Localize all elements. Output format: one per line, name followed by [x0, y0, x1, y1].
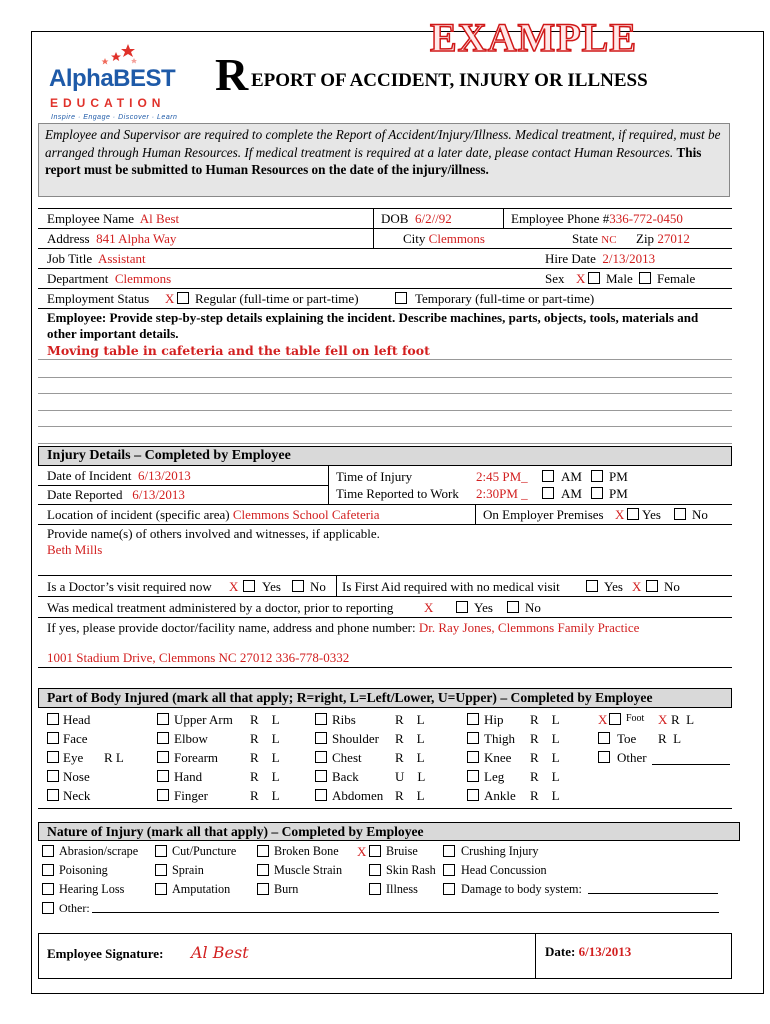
dob-label: DOB — [381, 211, 409, 226]
female-checkbox[interactable] — [639, 272, 651, 284]
body-part-label: Knee — [484, 750, 512, 765]
injury-type-checkbox[interactable] — [155, 883, 167, 895]
department-value: Clemmons — [114, 271, 172, 286]
injury-type-checkbox[interactable] — [42, 864, 54, 876]
logo-tagline: Inspire · Engage · Discover · Learn — [51, 114, 178, 121]
treatment-yes-label: Yes — [474, 600, 493, 615]
body-part-checkbox[interactable] — [47, 751, 59, 763]
doctor-no-label: No — [310, 579, 326, 594]
other-nature-checkbox[interactable] — [42, 902, 54, 914]
state-field[interactable] — [572, 231, 617, 247]
page-title: EPORT OF ACCIDENT, INJURY OR ILLNESS — [251, 70, 648, 91]
body-part-checkbox[interactable] — [157, 789, 169, 801]
intro-italic: Employee and Supervisor are required to complete the Report of Accident/Injury/Illness. Medical treatment, if required, must be arranged through Human Resources. If medical treatment is required at a later date, please contact Human Resources. — [45, 127, 721, 160]
body-part-checkbox[interactable] — [315, 770, 327, 782]
dob-field[interactable] — [381, 211, 452, 227]
time-reported-am-checkbox[interactable] — [542, 487, 554, 499]
logo-best-text: BEST — [113, 65, 176, 92]
body-part-label: Abdomen — [332, 788, 384, 803]
time-injury-value[interactable]: 2:45 PM_ — [476, 469, 528, 484]
body-part-side: U L — [395, 769, 426, 784]
pm-label: PM — [609, 469, 628, 484]
body-part-label: Hand — [174, 769, 203, 784]
dob-value: 6/2//92 — [414, 211, 452, 226]
injury-type-checkbox[interactable] — [443, 883, 455, 895]
body-part-checkbox[interactable] — [47, 770, 59, 782]
logo-education-text: EDUCATION — [50, 96, 166, 110]
body-part-checkbox[interactable] — [467, 713, 479, 725]
body-part-checkbox[interactable] — [467, 789, 479, 801]
body-part-label: Eye — [63, 750, 84, 765]
body-part-side: R L — [530, 712, 560, 727]
injury-type-label: Abrasion/scrape — [59, 844, 139, 858]
body-part-side: R L — [395, 750, 425, 765]
job-title-field[interactable] — [47, 251, 146, 267]
time-injury-pm-checkbox[interactable] — [591, 470, 603, 482]
treatment-question: Was medical treatment administered by a doctor, prior to reporting — [47, 600, 394, 615]
time-injury-label: Time of Injury — [336, 469, 413, 484]
temporary-checkbox[interactable] — [395, 292, 407, 304]
other-nature-line[interactable] — [92, 912, 719, 913]
time-reported-label: Time Reported to Work — [336, 486, 459, 501]
date-incident-field[interactable] — [47, 468, 191, 484]
injury-type-checkbox[interactable] — [257, 883, 269, 895]
zip-field[interactable] — [636, 231, 690, 247]
toe-rl: R L — [658, 731, 682, 746]
body-part-side: R L — [530, 769, 560, 784]
body-part-label: Ribs — [332, 712, 356, 727]
body-part-checkbox[interactable] — [315, 751, 327, 763]
employment-status-mark: X — [165, 291, 175, 306]
foot-label: Foot — [626, 713, 645, 724]
regular-checkbox[interactable] — [177, 292, 189, 304]
body-part-label: Head — [63, 712, 91, 727]
intro-bold: This report must be submitted to Human Resources on the date of the injury/illness. — [45, 144, 702, 177]
injury-type-checkbox[interactable] — [155, 845, 167, 857]
injury-type-label: Illness — [386, 882, 418, 896]
doctor-visit-mark: X — [229, 579, 239, 594]
other-body-line[interactable] — [652, 764, 730, 765]
injury-type-label: Broken Bone — [274, 844, 339, 858]
body-part-label: Ankle — [484, 788, 516, 803]
time-injury-am-checkbox[interactable] — [542, 470, 554, 482]
hire-date-value: 2/13/2013 — [602, 251, 656, 266]
title-initial: R — [215, 49, 249, 100]
zip-value: 27012 — [657, 231, 690, 246]
employee-name-label: Employee Name — [47, 211, 134, 226]
other-nature-label: Other: — [59, 901, 90, 915]
job-title-label: Job Title — [47, 251, 93, 266]
premises-no-checkbox[interactable] — [674, 508, 686, 520]
injury-type-label: Damage to body system: — [461, 882, 582, 896]
injury-type-checkbox[interactable] — [42, 883, 54, 895]
foot-rl-mark: X — [658, 712, 668, 727]
body-part-checkbox[interactable] — [315, 732, 327, 744]
injury-type-label: Cut/Puncture — [172, 844, 237, 858]
witness-label: Provide name(s) of others involved and witnesses, if applicable. — [47, 526, 380, 541]
body-part-side: R L — [530, 788, 560, 803]
body-part-label: Back — [332, 769, 359, 784]
injury-type-label: Hearing Loss — [59, 882, 125, 896]
hire-date-label: Hire Date — [545, 251, 596, 266]
body-parts-heading: Part of Body Injured (mark all that apply; R=right, L=Left/Lower, U=Upper) – Completed by Employee — [38, 688, 732, 708]
first-aid-no-label: No — [664, 579, 680, 594]
body-part-label: Hip — [484, 712, 504, 727]
state-value: NC — [601, 234, 617, 246]
body-part-label: Nose — [63, 769, 90, 784]
body-part-side: R L — [395, 731, 425, 746]
facility-label: If yes, please provide doctor/facility name, address and phone number: — [47, 620, 416, 635]
injury-type-label: Crushing Injury — [461, 844, 539, 858]
hire-date-field[interactable] — [545, 251, 655, 267]
foot-mark: X — [598, 712, 608, 727]
location-field[interactable] — [47, 507, 379, 523]
date-field[interactable] — [545, 944, 631, 960]
regular-label: Regular (full-time or part-time) — [195, 291, 359, 306]
body-part-checkbox[interactable] — [157, 732, 169, 744]
state-label: State — [572, 231, 598, 246]
treatment-mark: X — [424, 600, 434, 615]
doctor-yes-checkbox[interactable] — [243, 580, 255, 592]
injury-type-checkbox[interactable] — [257, 864, 269, 876]
foot-checkbox[interactable] — [609, 713, 621, 725]
eye-side: R L — [104, 750, 124, 765]
nature-heading: Nature of Injury (mark all that apply) – Completed by Employee — [38, 822, 740, 841]
treatment-no-label: No — [525, 600, 541, 615]
premises-mark: X — [615, 507, 625, 522]
first-aid-no-checkbox[interactable] — [646, 580, 658, 592]
date-reported-value: 6/13/2013 — [132, 487, 185, 502]
injury-type-checkbox[interactable] — [155, 864, 167, 876]
department-field[interactable] — [47, 271, 171, 287]
zip-label: Zip — [636, 231, 655, 246]
body-part-checkbox[interactable] — [47, 789, 59, 801]
body-part-label: Leg — [484, 769, 505, 784]
location-value: Clemmons School Cafeteria — [232, 507, 380, 522]
doctor-no-checkbox[interactable] — [292, 580, 304, 592]
body-part-side: R L — [250, 712, 280, 727]
body-part-checkbox[interactable] — [315, 789, 327, 801]
injury-type-checkbox[interactable] — [369, 845, 381, 857]
toe-label: Toe — [617, 731, 637, 746]
body-part-side: R L — [530, 731, 560, 746]
foot-rl: R L — [671, 712, 695, 727]
body-part-label: Finger — [174, 788, 208, 803]
body-part-label: Neck — [63, 788, 91, 803]
body-part-side: R L — [250, 769, 280, 784]
employee-name-field[interactable] — [47, 211, 179, 227]
date-reported-label: Date Reported — [47, 487, 123, 502]
premises-yes-checkbox[interactable] — [627, 508, 639, 520]
body-part-side: R L — [530, 750, 560, 765]
injury-type-checkbox[interactable] — [42, 845, 54, 857]
witness-value[interactable]: Beth Mills — [47, 542, 103, 557]
description-answer[interactable]: Moving table in cafeteria and the table fell on left foot — [47, 343, 430, 358]
date-reported-field[interactable] — [47, 487, 185, 503]
premises-no-label: No — [692, 507, 708, 522]
treatment-yes-checkbox[interactable] — [456, 601, 468, 613]
injury-type-checkbox[interactable] — [369, 864, 381, 876]
injury-details-heading: Injury Details – Completed by Employee — [38, 446, 732, 466]
body-part-label: Shoulder — [332, 731, 379, 746]
body-part-side: R L — [250, 731, 280, 746]
body-part-label: Forearm — [174, 750, 219, 765]
premises-label: On Employer Premises — [483, 507, 604, 522]
body-part-checkbox[interactable] — [467, 751, 479, 763]
injury-type-checkbox[interactable] — [369, 883, 381, 895]
premises-yes-label: Yes — [642, 507, 661, 522]
body-part-side: R L — [250, 750, 280, 765]
body-part-label: Chest — [332, 750, 362, 765]
body-part-side: R L — [395, 788, 425, 803]
facility-field[interactable] — [47, 620, 639, 636]
body-part-checkbox[interactable] — [47, 713, 59, 725]
body-part-checkbox[interactable] — [315, 713, 327, 725]
temporary-label: Temporary (full-time or part-time) — [415, 291, 595, 306]
doctor-visit-question: Is a Doctor’s visit required now — [47, 579, 212, 594]
first-aid-yes-checkbox[interactable] — [586, 580, 598, 592]
address-label: Address — [47, 231, 90, 246]
injury-type-label: Burn — [274, 882, 299, 896]
date-incident-value: 6/13/2013 — [137, 468, 191, 483]
city-field[interactable] — [403, 231, 485, 247]
city-value: Clemmons — [428, 231, 485, 246]
body-part-checkbox[interactable] — [157, 713, 169, 725]
signature-label: Employee Signature: — [47, 946, 164, 961]
injury-type-label: Poisoning — [59, 863, 108, 877]
department-label: Department — [47, 271, 109, 286]
toe-checkbox[interactable] — [598, 732, 610, 744]
body-part-label: Face — [63, 731, 88, 746]
body-part-label: Upper Arm — [174, 712, 233, 727]
first-aid-mark: X — [632, 579, 642, 594]
date-label: Date: — [545, 944, 576, 959]
injury-type-checkbox[interactable] — [443, 864, 455, 876]
address-value: 841 Alpha Way — [96, 231, 177, 246]
damage-line[interactable] — [588, 893, 718, 894]
city-label: City — [403, 231, 426, 246]
doctor-yes-label: Yes — [262, 579, 281, 594]
phone-label: Employee Phone # — [511, 211, 610, 226]
sex-mark: X — [576, 271, 586, 286]
other-body-checkbox[interactable] — [598, 751, 610, 763]
injury-type-label: Sprain — [172, 863, 204, 877]
facility-address[interactable]: 1001 Stadium Drive, Clemmons NC 27012 336-778-0332 — [47, 650, 350, 665]
injury-type-checkbox[interactable] — [443, 845, 455, 857]
body-part-checkbox[interactable] — [157, 751, 169, 763]
body-part-label: Elbow — [174, 731, 208, 746]
body-part-side: R L — [395, 712, 425, 727]
other-body-label: Other — [617, 750, 647, 765]
facility-value: Dr. Ray Jones, Clemmons Family Practice — [418, 620, 640, 635]
employment-status-label: Employment Status — [47, 291, 150, 306]
body-part-checkbox[interactable] — [467, 770, 479, 782]
am-label-2: AM — [561, 486, 582, 501]
phone-field[interactable] — [511, 211, 683, 227]
injury-type-label: Head Concussion — [461, 863, 547, 877]
description-instructions: Employee: Provide step-by-step details explaining the incident. Describe machines, parts, objects, tools, materials and other important details. — [47, 310, 699, 341]
location-label: Location of incident (specific area) — [47, 507, 230, 522]
treatment-no-checkbox[interactable] — [507, 601, 519, 613]
female-label: Female — [657, 271, 696, 286]
am-label: AM — [561, 469, 582, 484]
date-incident-label: Date of Incident — [47, 468, 132, 483]
body-part-checkbox[interactable] — [467, 732, 479, 744]
phone-value: 336-772-0450 — [609, 211, 683, 226]
male-label: Male — [606, 271, 633, 286]
body-part-label: Thigh — [484, 731, 516, 746]
employee-name-value: Al Best — [139, 211, 180, 226]
logo-alpha-text: Alpha — [49, 65, 114, 92]
pm-label-2: PM — [609, 486, 628, 501]
signature-value[interactable]: Al Best — [191, 943, 249, 962]
body-part-side: R L — [250, 788, 280, 803]
male-checkbox[interactable] — [588, 272, 600, 284]
bruise-mark: X — [357, 844, 367, 859]
example-watermark: EXAMPLE — [430, 15, 637, 60]
address-field[interactable] — [47, 231, 176, 247]
time-reported-pm-checkbox[interactable] — [591, 487, 603, 499]
body-part-checkbox[interactable] — [157, 770, 169, 782]
injury-type-label: Bruise — [386, 844, 418, 858]
date-value: 6/13/2013 — [578, 944, 632, 959]
first-aid-question: Is First Aid required with no medical visit — [342, 579, 560, 594]
first-aid-yes-label: Yes — [604, 579, 623, 594]
intro-notice — [38, 123, 730, 197]
body-part-checkbox[interactable] — [47, 732, 59, 744]
time-reported-value[interactable]: 2:30PM _ — [476, 486, 528, 501]
injury-type-label: Amputation — [172, 882, 231, 896]
sex-label: Sex — [545, 271, 565, 286]
injury-type-label: Muscle Strain — [274, 863, 343, 877]
injury-type-label: Skin Rash — [386, 863, 436, 877]
injury-type-checkbox[interactable] — [257, 845, 269, 857]
job-title-value: Assistant — [97, 251, 146, 266]
